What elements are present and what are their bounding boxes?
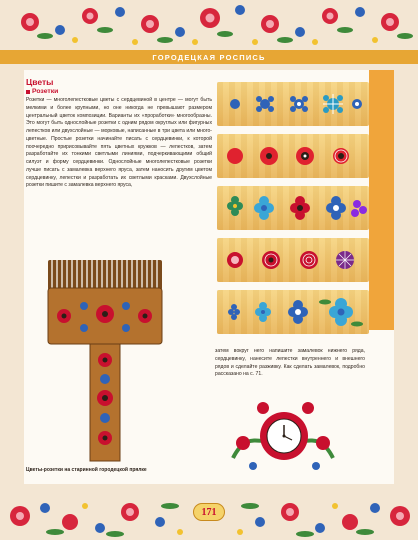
subsection-title: Розетки bbox=[32, 88, 59, 95]
page-number: 171 bbox=[193, 503, 225, 521]
section-title: Цветы bbox=[26, 77, 54, 87]
body-text-continuation: затем вокруг него напишите замалевок нижнего ряда, сердцевинку, нанесите лепестки внутреннего и внешнего рядов и сделайте разживку. Как сделать замалевок, подробно рассказано на с. 71. bbox=[215, 348, 365, 378]
side-color-strip bbox=[369, 70, 394, 330]
rosette-sequence-icon bbox=[217, 82, 369, 126]
example-tile-1 bbox=[217, 82, 369, 126]
floral-border-icon bbox=[0, 0, 418, 50]
running-header bbox=[0, 50, 418, 64]
example-tile-3 bbox=[217, 186, 369, 230]
rosette-sequence-icon bbox=[217, 186, 369, 230]
bullet-icon bbox=[26, 90, 30, 94]
rosette-sequence-icon bbox=[217, 290, 369, 334]
example-tile-4 bbox=[217, 238, 369, 282]
top-floral-band bbox=[0, 0, 418, 50]
example-tile-2 bbox=[217, 134, 369, 178]
clock-icon bbox=[228, 388, 338, 478]
subsection-heading bbox=[26, 88, 58, 95]
body-text-main: Розетки — многолепестковые цветы с сердцевиной в центре — могут быть мелкими и более крупными, но оне никогда не превышают размером центральный цветок композиции. Варианты их «проработки» многообразны. Это могут быть однослойные розетки с одним рядом округлых или фигурных лепестков или двухслойные — морковые, написанные в три цвета или много-цветные. Простые розетки начинайте писать с сердцевинки, к которой поочередно пририсовывайте пять цветных кружков — лепестков, затем разработайте их тонкими светлыми линиями, подчеркивающими общий силуэт и форму сердцевинки. Однослойные многолепестковые розетки лучше писать с замалевка верхнего яруса, затем наносить другим цветом сердцевинку, лепестки и разработать их светлыми красками. Двухслойные розетки пишите с замалевка верхнего яруса, bbox=[26, 97, 212, 189]
painted-comb-illustration bbox=[40, 258, 170, 463]
header-title: ГОРОДЕЦКАЯ РОСПИСЬ bbox=[152, 52, 266, 62]
illustration-caption: Цветы-розетки на старинной городецкой прялке bbox=[26, 467, 147, 473]
rosette-sequence-icon bbox=[217, 238, 369, 282]
rosette-sequence-icon bbox=[217, 134, 369, 178]
example-tile-5 bbox=[217, 290, 369, 334]
